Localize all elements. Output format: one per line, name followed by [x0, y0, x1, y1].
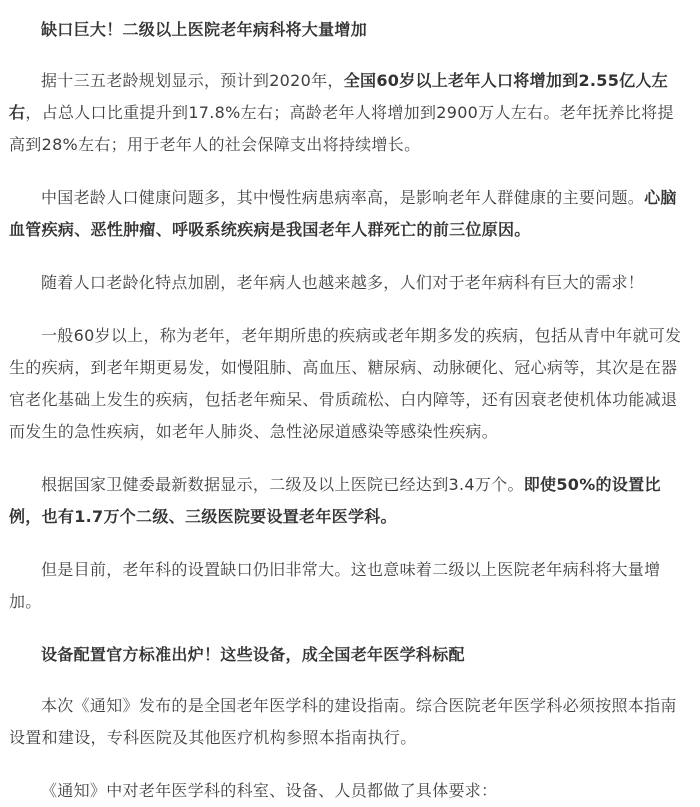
paragraph-text: 据十三五老龄规划显示，预计到2020年，: [41, 71, 344, 90]
paragraph-text: 中国老龄人口健康问题多，其中慢性病患病率高，是影响老年人群健康的主要问题。: [41, 188, 645, 207]
paragraph-text: 根据国家卫健委最新数据显示，二级及以上医院已经达到3.4万个。: [41, 475, 524, 494]
paragraph-hospital-statistics: [9, 469, 688, 533]
section-heading-equipment: 设备配置官方标准出炉！这些设备，成全国老年医学科标配: [41, 645, 465, 664]
paragraph-demand: 随着人口老龄化特点加剧，老年病人也越来越多，人们对于老年病科有巨大的需求！: [41, 273, 645, 292]
bold-text: 心脑血管疾病、恶性肿瘤、呼吸系统疾病是我国老年人群死亡的前三位原因。: [9, 188, 677, 239]
paragraph-population-forecast: [9, 65, 688, 161]
paragraph-geriatric-diseases: 一般60岁以上，称为老年，老年期所患的疾病或老年期多发的疾病，包括从青中年就可发生的疾病，到老年期更易发，如慢阻肺、高血压、糖尿病、动脉硬化、冠心病等，其次是在器官老化基础上发生的疾病，包括老年痴呆、骨质疏松、白内障等，还有因衰老使机体功能减退而发生的急性疾病，如老年人肺炎、急性泌尿道感染等感染性疾病。: [9, 326, 682, 441]
paragraph-notice-guideline: 本次《通知》发布的是全国老年医学科的建设指南。综合医院老年医学科必须按照本指南设置和建设，专科医院及其他医疗机构参照本指南执行。: [9, 696, 677, 747]
section-heading-shortage: 缺口巨大！二级以上医院老年病科将大量增加: [41, 20, 368, 39]
bold-text: 全国60岁以上老年人口将增加到2.55亿人左右: [9, 71, 669, 122]
paragraph-health-issues: [9, 182, 688, 246]
paragraph-notice-requirements: 《通知》中对老年医学科的科室、设备、人员都做了具体要求：: [41, 781, 498, 800]
bold-text: 即使50%的设置比例，也有1.7万个二级、三级医院要设置老年医学科。: [9, 475, 661, 526]
paragraph-shortage: 但是目前，老年科的设置缺口仍旧非常大。这也意味着二级以上医院老年病科将大量增加。: [9, 560, 661, 611]
paragraph-text: ，占总人口比重提升到17.8%左右；高龄老年人将增加到2900万人左右。老年抚养比将提高到28%左右；用于老年人的社会保障支出将持续增长。: [9, 103, 674, 154]
